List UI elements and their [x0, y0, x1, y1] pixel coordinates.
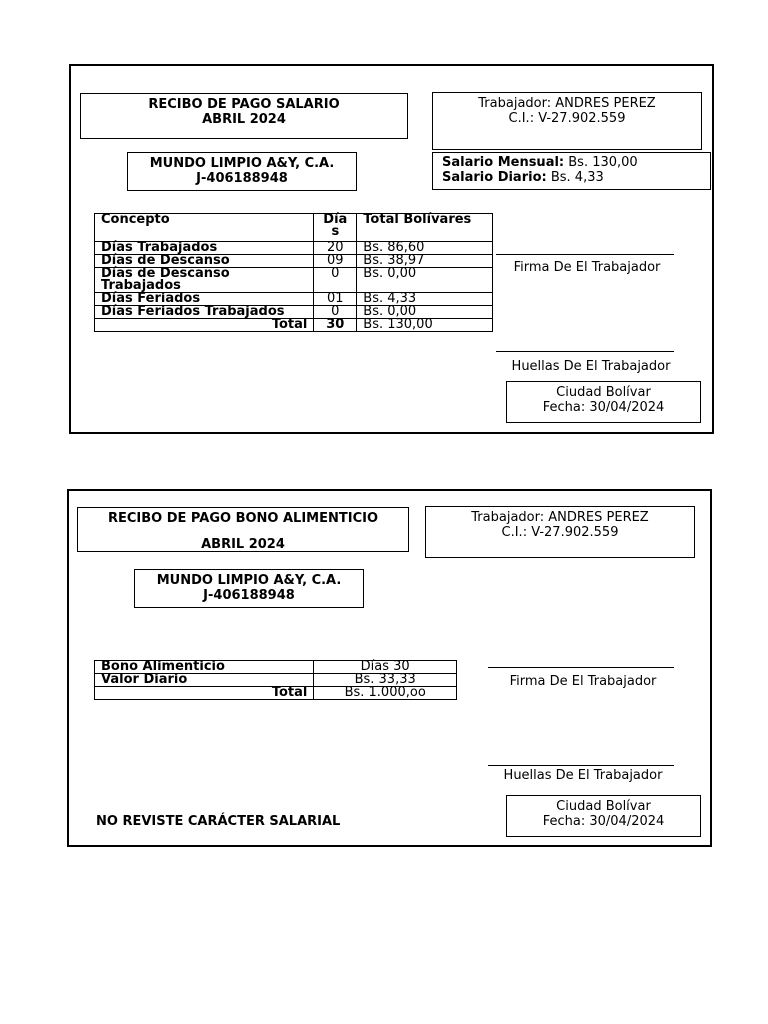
- monthly-salary-value: Bs. 130,00: [564, 155, 638, 170]
- bonus-date: Fecha: 30/04/2024: [542, 814, 665, 829]
- row-concepto: Días Feriados: [95, 293, 314, 306]
- header-total: Total Bolívares: [357, 214, 493, 242]
- header-dias: Día s: [314, 214, 357, 242]
- row-concepto: Bono Alimenticio: [95, 661, 314, 674]
- salary-company-rif: J-406188948: [196, 171, 288, 186]
- salary-worker-box: [432, 92, 702, 150]
- bonus-title-box: [77, 507, 409, 552]
- bonus-company-rif: J-406188948: [203, 588, 295, 603]
- bonus-worker-box: [425, 506, 695, 558]
- bonus-city: Ciudad Bolívar: [556, 799, 651, 814]
- bonus-fingerprint-line: [488, 765, 674, 766]
- row-total: Bs. 0,00: [357, 268, 493, 293]
- row-dias: 0: [314, 306, 357, 319]
- row-concepto: Días Feriados Trabajados: [95, 306, 314, 319]
- row-total: Bs. 4,33: [357, 293, 493, 306]
- table-header-row: [95, 214, 493, 242]
- salary-worker-ci: C.I.: V-27.902.559: [508, 111, 626, 126]
- monthly-salary-label: Salario Mensual:: [442, 155, 565, 170]
- daily-salary-value: Bs. 4,33: [546, 170, 604, 185]
- bonus-fingerprint-label: Huellas De El Trabajador: [503, 768, 663, 783]
- table-total-row: [95, 319, 493, 332]
- monthly-salary: [442, 155, 710, 170]
- salary-signature-line: [496, 254, 674, 255]
- row-total: Bs. 86,60: [357, 242, 493, 255]
- salary-title-box: [80, 93, 408, 139]
- table-total-row: [95, 687, 457, 700]
- bonus-company-box: [134, 569, 364, 608]
- row-dias: 20: [314, 242, 357, 255]
- non-salary-disclaimer: NO REVISTE CARÁCTER SALARIAL: [96, 814, 341, 829]
- bonus-worker-ci: C.I.: V-27.902.559: [501, 525, 619, 540]
- bonus-company-name: MUNDO LIMPIO A&Y, C.A.: [156, 573, 342, 588]
- row-dias: 01: [314, 293, 357, 306]
- row-concepto: Días Trabajados: [95, 242, 314, 255]
- total-label: Total: [95, 319, 314, 332]
- header-concepto: Concepto: [95, 214, 314, 242]
- row-concepto: Valor Diario: [95, 674, 314, 687]
- salary-location-box: [506, 381, 701, 423]
- daily-salary-label: Salario Diario:: [442, 170, 547, 185]
- bonus-table: [94, 660, 457, 700]
- row-valor: Bs. 33,33: [314, 674, 457, 687]
- row-dias: 0: [314, 268, 357, 293]
- row-concepto: Días de Descanso: [95, 255, 314, 268]
- total-dias: 30: [314, 319, 357, 332]
- bonus-signature-label: Firma De El Trabajador: [509, 674, 657, 689]
- row-dias: 09: [314, 255, 357, 268]
- bonus-location-box: [506, 795, 701, 837]
- bonus-signature-line: [488, 667, 674, 668]
- salary-city: Ciudad Bolívar: [556, 385, 651, 400]
- daily-salary: [442, 170, 710, 185]
- salary-fingerprint-label: Huellas De El Trabajador: [511, 359, 671, 374]
- table-row: [95, 268, 493, 293]
- bonus-period: ABRIL 2024: [201, 537, 285, 552]
- salary-company-box: [127, 152, 357, 191]
- bonus-title: RECIBO DE PAGO BONO ALIMENTICIO: [107, 511, 379, 526]
- salary-signature-label: Firma De El Trabajador: [513, 260, 661, 275]
- salary-period: ABRIL 2024: [202, 112, 286, 127]
- salary-fingerprint-line: [496, 351, 674, 352]
- total-label: Total: [95, 687, 314, 700]
- row-valor: Días 30: [314, 661, 457, 674]
- total-value: Bs. 1.000,oo: [314, 687, 457, 700]
- salary-amounts-box: [432, 152, 711, 190]
- salary-worker-name: Trabajador: ANDRES PEREZ: [478, 96, 656, 111]
- salary-date: Fecha: 30/04/2024: [542, 400, 665, 415]
- salary-table: [94, 213, 493, 332]
- salary-title: RECIBO DE PAGO SALARIO: [148, 97, 340, 112]
- bonus-worker-name: Trabajador: ANDRES PEREZ: [471, 510, 649, 525]
- salary-company-name: MUNDO LIMPIO A&Y, C.A.: [149, 156, 335, 171]
- total-value: Bs. 130,00: [357, 319, 493, 332]
- row-total: Bs. 0,00: [357, 306, 493, 319]
- row-total: Bs. 38,97: [357, 255, 493, 268]
- row-concepto: Días de Descanso Trabajados: [95, 268, 314, 293]
